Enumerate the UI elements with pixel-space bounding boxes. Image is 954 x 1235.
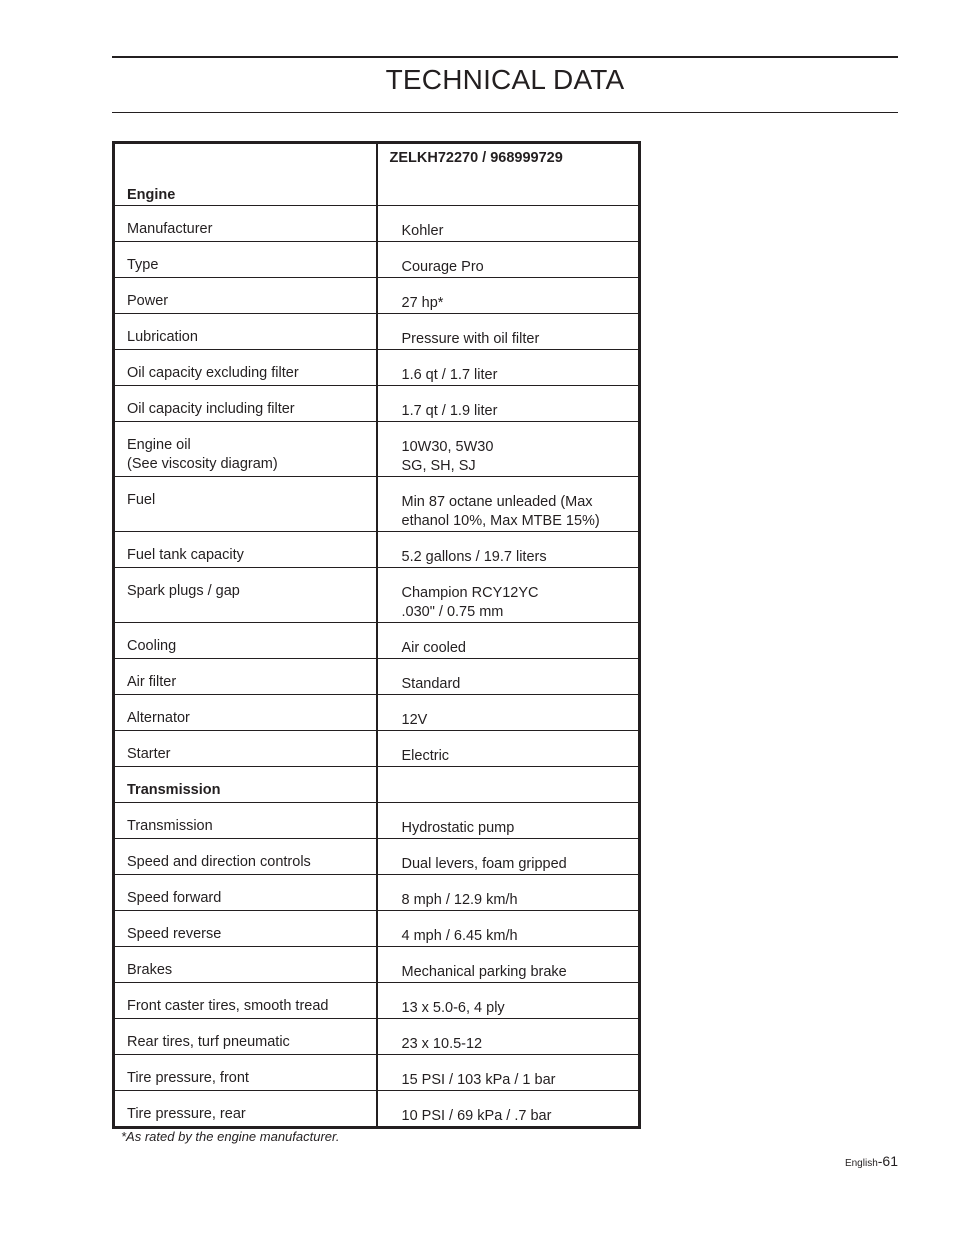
spec-label-line: Type xyxy=(127,257,159,273)
spec-label xyxy=(114,350,377,386)
spec-label xyxy=(114,731,377,767)
page-language: English xyxy=(844,1158,878,1169)
spec-label xyxy=(114,1091,377,1128)
spec-label-line: Speed reverse xyxy=(127,926,222,942)
spec-label-line: Transmission xyxy=(127,818,213,834)
spec-label xyxy=(114,875,377,911)
spec-label-line: Engine oil xyxy=(127,437,191,453)
spec-value-line: Standard xyxy=(401,676,461,692)
spec-value xyxy=(377,1019,640,1055)
table-row xyxy=(114,983,640,1019)
spec-value-line: 27 hp* xyxy=(401,295,444,311)
spec-label-line: Tire pressure, front xyxy=(127,1070,249,1086)
spec-value-line: 10 PSI / 69 kPa / .7 bar xyxy=(401,1108,552,1124)
header-rule-top xyxy=(112,56,898,58)
table-row xyxy=(114,532,640,568)
spec-value-line: 23 x 10.5-12 xyxy=(401,1036,483,1052)
spec-value-line: 4 mph / 6.45 km/h xyxy=(401,928,518,944)
table-row xyxy=(114,659,640,695)
spec-value xyxy=(377,386,640,422)
spec-label xyxy=(114,314,377,350)
spec-value-line: Courage Pro xyxy=(401,259,484,275)
spec-label xyxy=(114,1055,377,1091)
spec-value-line: 13 x 5.0-6, 4 ply xyxy=(401,1000,505,1016)
spec-label xyxy=(114,803,377,839)
spec-value xyxy=(377,422,640,477)
spec-label-line: Oil capacity including filter xyxy=(127,401,295,417)
table-row xyxy=(114,422,640,477)
spec-label xyxy=(114,983,377,1019)
spec-value-line: Air cooled xyxy=(401,640,466,656)
table-row xyxy=(114,1055,640,1091)
spec-label xyxy=(114,1019,377,1055)
spec-value xyxy=(377,839,640,875)
page-number-value: -61 xyxy=(877,1153,898,1169)
spec-value-line: 12V xyxy=(401,712,428,728)
spec-value xyxy=(377,695,640,731)
spec-label xyxy=(114,242,377,278)
spec-label xyxy=(114,659,377,695)
spec-label xyxy=(114,695,377,731)
spec-value-line: 5.2 gallons / 19.7 liters xyxy=(401,549,547,565)
spec-label-line: Spark plugs / gap xyxy=(127,583,240,599)
spec-value xyxy=(377,206,640,242)
spec-label xyxy=(114,568,377,623)
spec-value-line: ethanol 10%, Max MTBE 15%) xyxy=(401,513,600,529)
spec-value xyxy=(377,350,640,386)
spec-label-line: Starter xyxy=(127,746,171,762)
spec-value-line: 1.7 qt / 1.9 liter xyxy=(401,403,498,419)
spec-value-line: Electric xyxy=(401,748,450,764)
header-rule-bottom xyxy=(112,112,898,113)
spec-value-line: Dual levers, foam gripped xyxy=(401,856,567,872)
table-row xyxy=(114,875,640,911)
spec-label-line: Oil capacity excluding filter xyxy=(127,365,299,381)
table-row xyxy=(114,278,640,314)
spec-label xyxy=(114,911,377,947)
spec-label xyxy=(114,206,377,242)
table-row xyxy=(114,623,640,659)
spec-value-line: Champion RCY12YC xyxy=(401,585,539,601)
spec-label-line: Fuel tank capacity xyxy=(127,547,244,563)
spec-value xyxy=(377,278,640,314)
transmission-section-row xyxy=(114,767,640,803)
spec-label xyxy=(114,477,377,532)
spec-label xyxy=(114,278,377,314)
spec-label-line: Alternator xyxy=(127,710,190,726)
table-row xyxy=(114,477,640,532)
spec-value-line: Min 87 octane unleaded (Max xyxy=(401,494,593,510)
spec-value-line: 10W30, 5W30 xyxy=(401,439,494,455)
table-header-row xyxy=(114,143,640,206)
spec-label xyxy=(114,947,377,983)
spec-label-line: Power xyxy=(127,293,169,309)
transmission-section-label: Transmission xyxy=(114,767,377,803)
spec-value-line: 1.6 qt / 1.7 liter xyxy=(401,367,498,383)
spec-label xyxy=(114,839,377,875)
spec-value-line: Mechanical parking brake xyxy=(401,964,567,980)
spec-label-line: Speed forward xyxy=(127,890,222,906)
spec-value-line: Hydrostatic pump xyxy=(401,820,515,836)
table-row xyxy=(114,568,640,623)
spec-value xyxy=(377,1091,640,1128)
table-row xyxy=(114,1019,640,1055)
spec-value xyxy=(377,911,640,947)
model-number: ZELKH72270 / 968999729 xyxy=(377,143,640,206)
spec-value xyxy=(377,623,640,659)
spec-value xyxy=(377,659,640,695)
page-number xyxy=(845,1153,898,1169)
spec-value xyxy=(377,947,640,983)
spec-value xyxy=(377,875,640,911)
spec-label-line: Tire pressure, rear xyxy=(127,1106,246,1122)
table-row xyxy=(114,731,640,767)
table-row xyxy=(114,386,640,422)
spec-value xyxy=(377,731,640,767)
spec-value-line: Kohler xyxy=(401,223,444,239)
footnote: *As rated by the engine manufacturer. xyxy=(121,1129,340,1144)
table-row xyxy=(114,206,640,242)
technical-data-table xyxy=(112,141,641,1129)
table-row xyxy=(114,314,640,350)
spec-label-line: (See viscosity diagram) xyxy=(127,456,278,472)
table-row xyxy=(114,839,640,875)
spec-label-line: Cooling xyxy=(127,638,177,654)
spec-label-line: Rear tires, turf pneumatic xyxy=(127,1034,290,1050)
spec-value xyxy=(377,1055,640,1091)
spec-label-line: Brakes xyxy=(127,962,173,978)
table-row xyxy=(114,803,640,839)
technical-data-table-body xyxy=(114,143,640,1128)
spec-value-line: .030" / 0.75 mm xyxy=(401,604,504,620)
spec-value-line: SG, SH, SJ xyxy=(401,458,476,474)
spec-label xyxy=(114,386,377,422)
table-row xyxy=(114,350,640,386)
spec-value xyxy=(377,803,640,839)
table-row xyxy=(114,242,640,278)
spec-label xyxy=(114,532,377,568)
table-row xyxy=(114,911,640,947)
page-title: TECHNICAL DATA xyxy=(385,64,625,95)
spec-value xyxy=(377,532,640,568)
engine-section-label: Engine xyxy=(114,143,377,206)
transmission-section-value xyxy=(377,767,640,803)
spec-value xyxy=(377,477,640,532)
table-row xyxy=(114,695,640,731)
spec-label-line: Speed and direction controls xyxy=(127,854,311,870)
table-row xyxy=(114,1091,640,1128)
spec-value xyxy=(377,568,640,623)
table-row xyxy=(114,947,640,983)
spec-value xyxy=(377,242,640,278)
spec-label-line: Lubrication xyxy=(127,329,198,345)
spec-value-line: Pressure with oil filter xyxy=(401,331,540,347)
spec-value xyxy=(377,983,640,1019)
spec-label-line: Front caster tires, smooth tread xyxy=(127,998,329,1014)
spec-value-line: 8 mph / 12.9 km/h xyxy=(401,892,518,908)
spec-label-line: Fuel xyxy=(127,492,156,508)
spec-label xyxy=(114,623,377,659)
spec-label-line: Manufacturer xyxy=(127,221,213,237)
spec-label xyxy=(114,422,377,477)
spec-value-line: 15 PSI / 103 kPa / 1 bar xyxy=(401,1072,556,1088)
spec-value xyxy=(377,314,640,350)
spec-label-line: Air filter xyxy=(127,674,177,690)
